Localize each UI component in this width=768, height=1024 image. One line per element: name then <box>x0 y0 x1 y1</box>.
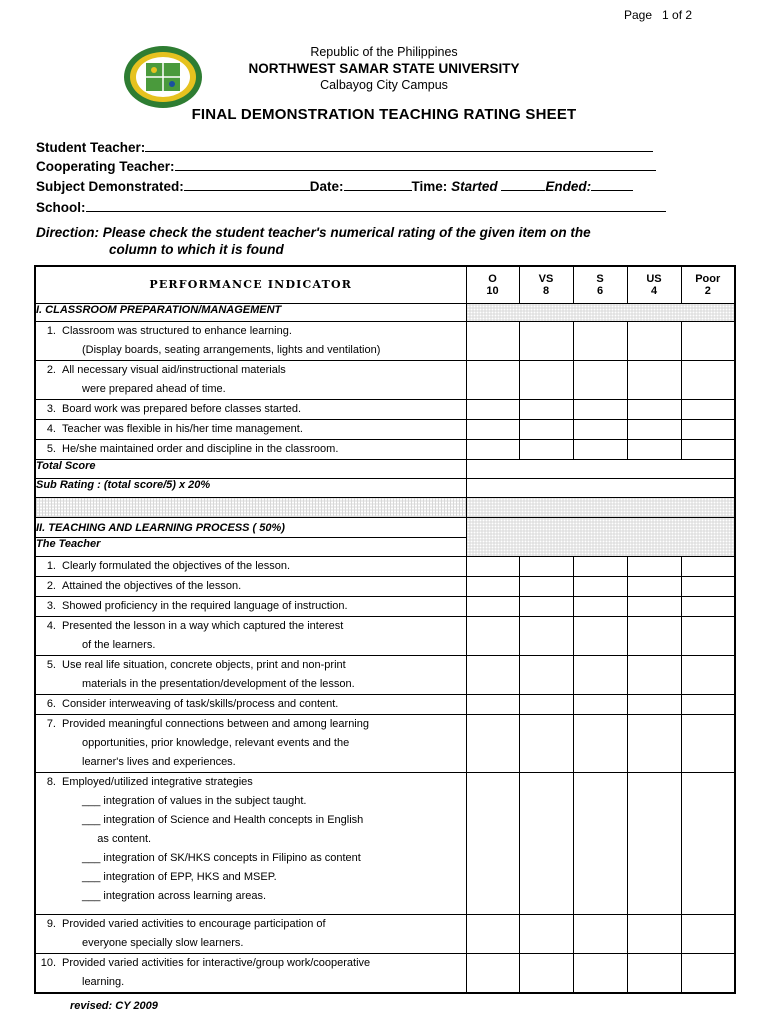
rating-cell[interactable] <box>627 439 681 459</box>
student-teacher-label: Student Teacher: <box>36 140 146 155</box>
rating-cell[interactable] <box>573 576 627 596</box>
rating-header-o: O 10 <box>466 266 519 303</box>
performance-indicator-header: PERFORMANCE INDICATOR <box>35 266 466 303</box>
rating-cell[interactable] <box>573 616 627 655</box>
rating-cell[interactable] <box>681 914 735 953</box>
table-row <box>35 655 735 694</box>
rating-cell[interactable] <box>466 616 519 655</box>
integration-check-epp[interactable]: ___ integration of EPP, HKS and MSEP. <box>82 870 277 883</box>
rating-cell[interactable] <box>627 321 681 360</box>
rating-cell[interactable] <box>627 556 681 576</box>
table-header-row <box>35 266 735 303</box>
direction-line-1: Direction: Please check the student teacher's numerical rating of the given item on the <box>36 225 591 240</box>
section-hatch <box>466 303 735 321</box>
integration-check-across-areas[interactable]: ___ integration across learning areas. <box>82 889 267 902</box>
rating-cell[interactable] <box>466 419 519 439</box>
school-line[interactable] <box>86 199 666 212</box>
rating-cell[interactable] <box>519 556 573 576</box>
section-1-row <box>35 303 735 321</box>
rating-cell[interactable] <box>519 772 573 914</box>
rating-header-poor: Poor 2 <box>681 266 735 303</box>
integration-check-science-health[interactable]: ___ integration of Science and Health concepts in English <box>82 813 364 826</box>
date-line[interactable] <box>344 178 412 191</box>
rating-cell[interactable] <box>573 399 627 419</box>
indicator-2-2: 2. Attained the objectives of the lesson. <box>35 576 466 596</box>
indicator-2-4: 4. Presented the lesson in a way which captured the interest of the learners. <box>35 616 466 655</box>
indicator-2-5: 5. Use real life situation, concrete objects, print and non-print materials in the presentation/development of the lesson. <box>35 655 466 694</box>
rating-cell[interactable] <box>573 953 627 993</box>
table-row <box>35 321 735 360</box>
sub-rating-cell[interactable] <box>466 478 735 497</box>
rating-cell[interactable] <box>573 714 627 772</box>
indicator-2-9: 9. Provided varied activities to encourage participation of everyone specially slow learners. <box>35 914 466 953</box>
indicator-2-10: 10. Provided varied activities for interactive/group work/cooperative learning. <box>35 953 466 993</box>
republic-heading: Republic of the Philippines <box>310 45 458 59</box>
rating-table <box>34 265 736 994</box>
rating-cell[interactable] <box>573 772 627 914</box>
sub-rating-label: Sub Rating : (total score/5) x 20% <box>35 478 466 497</box>
rating-cell[interactable] <box>519 360 573 399</box>
rating-cell[interactable] <box>681 399 735 419</box>
table-row <box>35 616 735 655</box>
table-row <box>35 556 735 576</box>
document-title: FINAL DEMONSTRATION TEACHING RATING SHEET <box>191 106 577 123</box>
rating-cell[interactable] <box>466 655 519 694</box>
subsection-the-teacher: The Teacher <box>35 537 466 556</box>
total-score-row <box>35 459 735 478</box>
indicator-2-7: 7. Provided meaningful connections between and among learning opportunities, prior knowledge, relevant events and the learner's lives and experiences. <box>35 714 466 772</box>
rating-cell[interactable] <box>573 321 627 360</box>
rating-cell[interactable] <box>627 419 681 439</box>
page-count: 1 of 2 <box>662 8 693 22</box>
rating-cell[interactable] <box>519 953 573 993</box>
rating-cell[interactable] <box>573 655 627 694</box>
student-teacher-field[interactable] <box>36 139 653 155</box>
rating-cell[interactable] <box>519 596 573 616</box>
rating-cell[interactable] <box>466 399 519 419</box>
table-row <box>35 694 735 714</box>
indicator-1-4: 4. Teacher was flexible in his/her time management. <box>35 419 466 439</box>
rating-cell[interactable] <box>466 556 519 576</box>
table-row <box>35 576 735 596</box>
rating-cell[interactable] <box>519 399 573 419</box>
rating-cell[interactable] <box>466 694 519 714</box>
rating-cell[interactable] <box>519 914 573 953</box>
cooperating-teacher-label: Cooperating Teacher: <box>36 159 175 174</box>
cooperating-teacher-field[interactable] <box>36 158 656 174</box>
rating-cell[interactable] <box>573 360 627 399</box>
indicator-1-3: 3. Board work was prepared before classes started. <box>35 399 466 419</box>
rating-cell[interactable] <box>466 772 519 914</box>
indicator-1-1: 1. Classroom was structured to enhance learning. (Display boards, seating arrangements, lights and ventilation) <box>35 321 466 360</box>
rating-cell[interactable] <box>681 576 735 596</box>
rating-cell[interactable] <box>519 439 573 459</box>
rating-cell[interactable] <box>573 419 627 439</box>
rating-cell[interactable] <box>627 772 681 914</box>
rating-cell[interactable] <box>519 655 573 694</box>
table-row <box>35 439 735 459</box>
rating-cell[interactable] <box>627 655 681 694</box>
rating-cell[interactable] <box>627 596 681 616</box>
rating-cell[interactable] <box>681 321 735 360</box>
rating-cell[interactable] <box>681 655 735 694</box>
table-row <box>35 399 735 419</box>
indicator-2-8: 8. Employed/utilized integrative strategies ___ integration of values in the subject taught. ___ integration of Science and Health concepts in English as content. ___ integration of SK/HKS concepts in Filipino as content ___ integration of EPP, HKS and MSEP. ___ integration across learning areas. <box>35 772 466 914</box>
time-label: Time: <box>411 179 448 194</box>
ended-line[interactable] <box>591 178 633 191</box>
indicator-2-3: 3. Showed proficiency in the required language of instruction. <box>35 596 466 616</box>
indicator-1-5: 5. He/she maintained order and discipline in the classroom. <box>35 439 466 459</box>
section-2-title: II. TEACHING AND LEARNING PROCESS ( 50%) <box>35 517 466 537</box>
direction-line-2: column to which it is found <box>109 242 284 257</box>
section-hatch <box>466 517 735 556</box>
indicator-2-6: 6. Consider interweaving of task/skills/process and content. <box>35 694 466 714</box>
rating-cell[interactable] <box>519 714 573 772</box>
rating-cell[interactable] <box>573 914 627 953</box>
rating-cell[interactable] <box>627 360 681 399</box>
rating-header-vs: VS 8 <box>519 266 573 303</box>
school-field[interactable] <box>36 199 666 215</box>
table-row <box>35 772 735 914</box>
table-row <box>35 714 735 772</box>
direction-text <box>36 224 591 258</box>
rating-cell[interactable] <box>681 360 735 399</box>
rating-cell[interactable] <box>466 439 519 459</box>
rating-cell[interactable] <box>573 439 627 459</box>
revision-footer: revised: CY 2009 <box>70 1000 158 1012</box>
rating-cell[interactable] <box>466 596 519 616</box>
rating-cell[interactable] <box>627 616 681 655</box>
rating-cell[interactable] <box>681 439 735 459</box>
rating-cell[interactable] <box>519 616 573 655</box>
rating-cell[interactable] <box>519 321 573 360</box>
rating-cell[interactable] <box>573 694 627 714</box>
subject-line[interactable] <box>184 178 310 191</box>
rating-cell[interactable] <box>466 953 519 993</box>
started-label: Started <box>451 179 498 194</box>
table-row <box>35 953 735 993</box>
rating-cell[interactable] <box>466 714 519 772</box>
subject-date-time-field[interactable] <box>36 178 633 194</box>
date-label: Date: <box>309 179 344 194</box>
rating-cell[interactable] <box>573 596 627 616</box>
rating-cell[interactable] <box>466 914 519 953</box>
page-number <box>624 8 692 22</box>
rating-cell[interactable] <box>681 616 735 655</box>
section-1-title: I. CLASSROOM PREPARATION/MANAGEMENT <box>35 303 466 321</box>
total-score-cell[interactable] <box>466 459 735 478</box>
integration-check-filipino[interactable]: ___ integration of SK/HKS concepts in Filipino as content <box>82 851 361 864</box>
rating-cell[interactable] <box>519 576 573 596</box>
rating-cell[interactable] <box>681 953 735 993</box>
spacer-row <box>35 497 735 517</box>
rating-cell[interactable] <box>627 714 681 772</box>
rating-cell[interactable] <box>466 576 519 596</box>
rating-cell[interactable] <box>681 596 735 616</box>
sub-rating-row <box>35 478 735 497</box>
rating-header-us: US 4 <box>627 266 681 303</box>
rating-cell[interactable] <box>466 321 519 360</box>
ended-label: Ended: <box>545 179 592 194</box>
integration-check-science-health-cont: as content. <box>82 832 152 845</box>
spacer-hatch <box>35 497 466 517</box>
indicator-1-2: 2. All necessary visual aid/instructional materials were prepared ahead of time. <box>35 360 466 399</box>
cooperating-teacher-line[interactable] <box>175 158 656 171</box>
rating-cell[interactable] <box>681 419 735 439</box>
section-2-row <box>35 517 735 537</box>
rating-cell[interactable] <box>573 556 627 576</box>
campus-name: Calbayog City Campus <box>320 78 448 92</box>
table-row <box>35 596 735 616</box>
rating-cell[interactable] <box>627 914 681 953</box>
indicator-2-1: 1. Clearly formulated the objectives of the lesson. <box>35 556 466 576</box>
rating-cell[interactable] <box>627 576 681 596</box>
rating-cell[interactable] <box>681 714 735 772</box>
table-row <box>35 419 735 439</box>
rating-cell[interactable] <box>681 772 735 914</box>
rating-cell[interactable] <box>627 399 681 419</box>
rating-cell[interactable] <box>681 556 735 576</box>
table-row <box>35 914 735 953</box>
rating-cell[interactable] <box>466 360 519 399</box>
rating-cell[interactable] <box>681 694 735 714</box>
spacer-hatch <box>466 497 735 517</box>
rating-header-s: S 6 <box>573 266 627 303</box>
integration-check-values[interactable]: ___ integration of values in the subject taught. <box>82 794 307 807</box>
university-name: NORTHWEST SAMAR STATE UNIVERSITY <box>248 61 520 76</box>
rating-cell[interactable] <box>627 953 681 993</box>
page-label: Page <box>624 8 653 22</box>
started-line[interactable] <box>501 178 545 191</box>
subject-label: Subject Demonstrated: <box>36 179 184 194</box>
rating-cell[interactable] <box>519 694 573 714</box>
table-row <box>35 360 735 399</box>
rating-cell[interactable] <box>627 694 681 714</box>
school-label: School: <box>36 200 86 215</box>
total-score-label: Total Score <box>35 459 466 478</box>
student-teacher-line[interactable] <box>145 139 653 152</box>
rating-cell[interactable] <box>519 419 573 439</box>
